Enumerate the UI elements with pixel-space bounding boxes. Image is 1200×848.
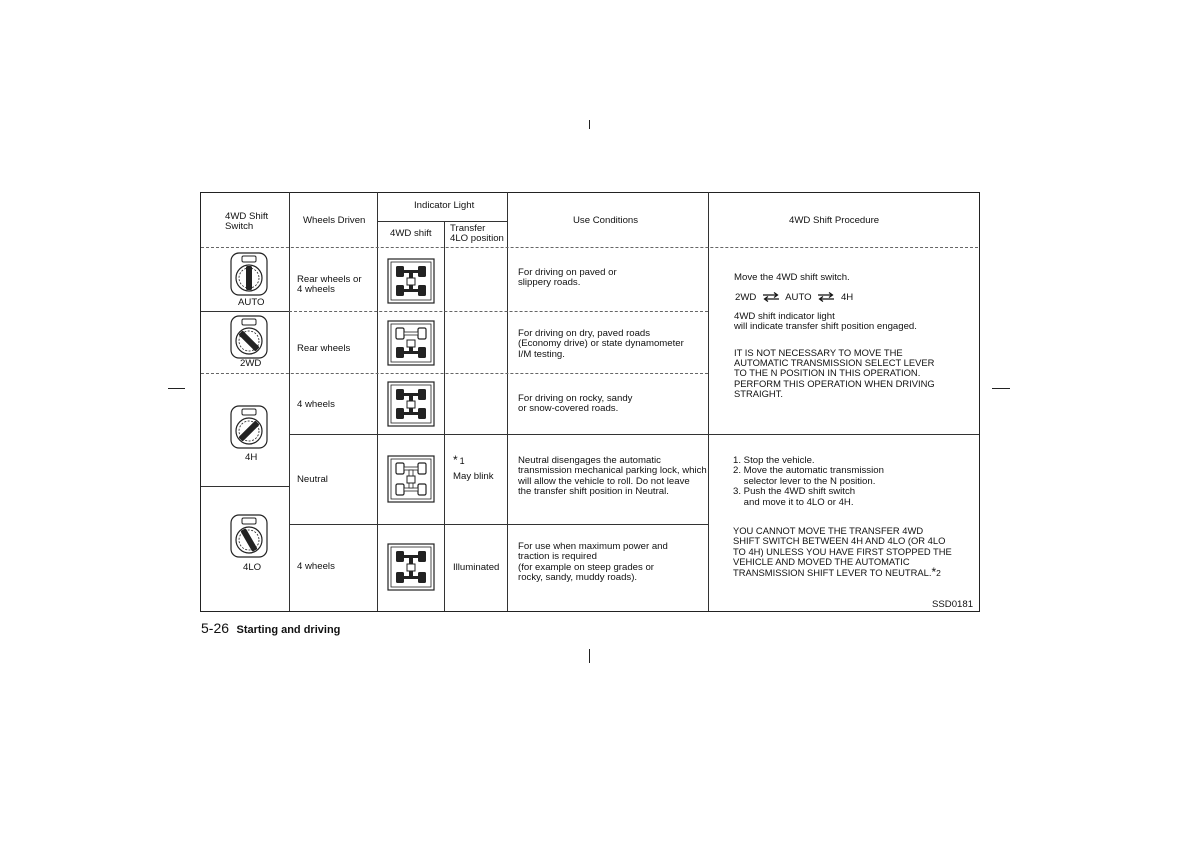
left-edge-mark xyxy=(168,388,185,389)
col-divider xyxy=(708,192,709,611)
procedure-warning-text: YOU CANNOT MOVE THE TRANSFER 4WD SHIFT SWITCH BETWEEN 4H AND 4LO (OR 4LO TO 4H) UNLESS YOU HAVE FIRST STOPPED THE VEHICLE AND MOVED THE AUTOMATIC TRANSMISSION SHIFT LEVER TO NEUTRAL. xyxy=(733,525,952,579)
drivetrain-indicator-icon xyxy=(387,320,435,366)
use-conditions-auto: For driving on paved or slippery roads. xyxy=(518,267,617,289)
use-conditions-2wd: For driving on dry, paved roads (Economy drive) or state dynamometer I/M testing. xyxy=(518,328,684,360)
procedure-steps: 1. Stop the vehicle. 2. Move the automatic transmission selector lever to the N position. 3. Push the 4WD shift switch and move it to 4LO or 4H. xyxy=(733,455,884,508)
row-divider xyxy=(289,434,979,435)
drivetrain-indicator-icon xyxy=(387,543,435,591)
header-bottom-rule xyxy=(201,247,978,248)
figure-code: SSD0181 xyxy=(932,599,974,610)
transfer-illuminated: Illuminated xyxy=(453,562,500,573)
section-title: Starting and driving xyxy=(236,624,341,636)
switch-label-4h: 4H xyxy=(245,452,258,463)
row-divider xyxy=(289,311,708,312)
row-divider xyxy=(201,373,708,374)
seq-4h: 4H xyxy=(840,292,854,303)
page-number: 5-26 xyxy=(201,620,230,636)
transfer-footnote-star xyxy=(453,455,465,466)
header-wheels: Wheels Driven xyxy=(303,215,366,226)
col-divider xyxy=(289,192,290,611)
shift-switch-knob-icon xyxy=(230,514,268,558)
procedure-indicator-note: 4WD shift indicator light will indicate transfer shift position engaged. xyxy=(734,311,917,333)
page-footer xyxy=(201,620,340,638)
header-procedure: 4WD Shift Procedure xyxy=(789,215,880,226)
footnote-star: * xyxy=(453,453,458,467)
header-subdivider xyxy=(377,221,508,222)
header-4wd-shift: 4WD shift xyxy=(390,228,432,239)
footnote-number: 1 xyxy=(459,456,465,466)
row-divider xyxy=(201,486,289,487)
bottom-center-mark xyxy=(589,649,590,663)
seq-auto: AUTO xyxy=(785,292,812,303)
shift-sequence xyxy=(735,292,853,304)
transfer-may-blink: May blink xyxy=(453,471,494,482)
shift-switch-knob-icon xyxy=(230,252,268,296)
use-conditions-4h: For driving on rocky, sandy or snow-covered roads. xyxy=(518,393,633,415)
switch-label-4lo: 4LO xyxy=(243,562,262,573)
header-indicator: Indicator Light xyxy=(414,200,475,211)
col-divider xyxy=(377,192,378,611)
drivetrain-indicator-icon xyxy=(387,258,435,304)
drivetrain-indicator-icon xyxy=(387,381,435,427)
procedure-warning xyxy=(733,516,952,578)
use-conditions-neutral: Neutral disengages the automatic transmission mechanical parking lock, which will allow the vehicle to roll. Do not leave the transfer shift position in Neutral. xyxy=(518,455,707,498)
wheels-driven-2wd: Rear wheels xyxy=(297,343,351,354)
shift-switch-knob-icon xyxy=(230,315,268,359)
switch-label-2wd: 2WD xyxy=(240,358,262,369)
wheels-driven-4h: 4 wheels xyxy=(297,399,335,410)
seq-2wd: 2WD xyxy=(735,292,757,303)
wheels-driven-4lo: 4 wheels xyxy=(297,561,335,572)
top-center-mark xyxy=(589,120,590,129)
shift-switch-knob-icon xyxy=(230,405,268,449)
bidirectional-arrow-icon xyxy=(817,292,835,302)
drivetrain-indicator-icon xyxy=(387,455,435,503)
warning-star: * xyxy=(931,565,937,580)
header-use-conditions: Use Conditions xyxy=(573,215,639,226)
header-transfer: Transfer 4LO position xyxy=(450,223,504,245)
row-divider xyxy=(201,311,289,312)
header-switch: 4WD Shift Switch xyxy=(225,211,269,233)
switch-label-auto: AUTO xyxy=(238,297,265,308)
procedure-caution-top: IT IS NOT NECESSARY TO MOVE THE AUTOMATIC TRANSMISSION SELECT LEVER TO THE N POSITION IN THIS OPERATION. PERFORM THIS OPERATION WHEN DRIVING STRAIGHT. xyxy=(734,347,935,399)
wheels-driven-neutral: Neutral xyxy=(297,474,328,485)
procedure-move-switch: Move the 4WD shift switch. xyxy=(734,272,850,283)
wheels-driven-auto: Rear wheels or 4 wheels xyxy=(297,274,362,296)
use-conditions-4lo: For use when maximum power and traction is required (for example on steep grades or rocky, sandy, muddy roads). xyxy=(518,541,668,584)
warning-footnote-number: 2 xyxy=(936,568,941,579)
right-edge-mark xyxy=(992,388,1010,389)
col-divider xyxy=(444,221,445,611)
row-divider xyxy=(289,524,708,525)
col-divider xyxy=(507,192,508,611)
bidirectional-arrow-icon xyxy=(762,292,780,302)
